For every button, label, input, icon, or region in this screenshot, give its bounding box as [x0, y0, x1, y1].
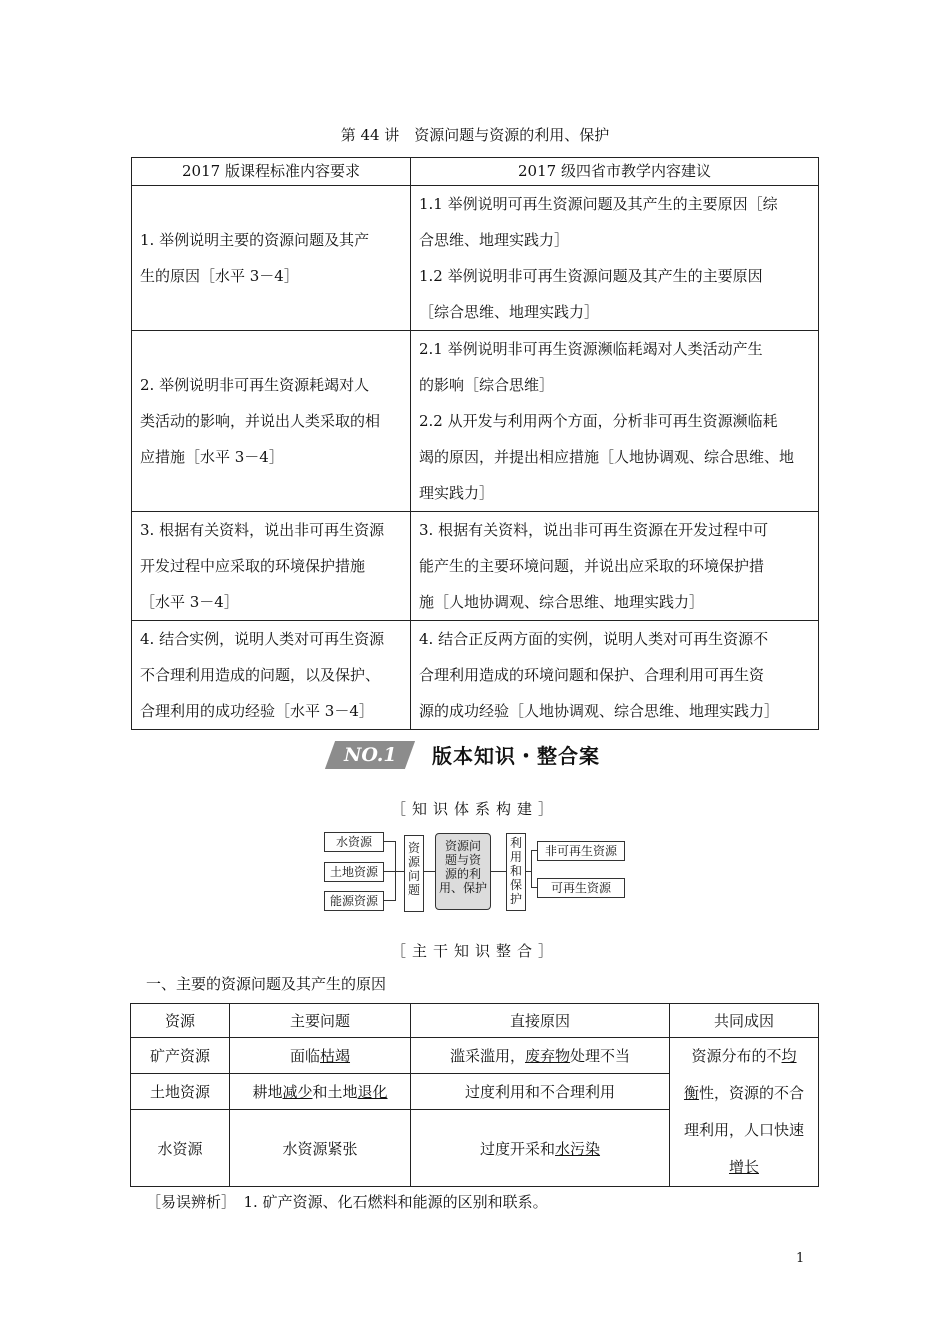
table-row — [131, 1038, 819, 1074]
table-header-row — [132, 158, 819, 186]
table-row — [132, 331, 819, 512]
diagram-box-energy: 能源资源 — [324, 891, 384, 911]
section-heading-knowledge: ［主干知识整合］ — [390, 942, 559, 960]
table-header: 资源 — [131, 1004, 230, 1038]
table-cell: 4. 结合正反两方面的实例，说明人类对可再生资源不 合理利用造成的环境问题和保护、合理利用可再生资 源的成功经验［人地协调观、综合思维、地理实践力］ — [411, 621, 819, 730]
table-header: 共同成因 — [670, 1004, 819, 1038]
table-cell: 面临枯竭 — [230, 1038, 411, 1074]
diagram-box-renewable: 可再生资源 — [537, 878, 625, 898]
table-cell: 1. 举例说明主要的资源问题及其产 生的原因［水平 3－4］ — [132, 186, 411, 331]
table-cell: 水资源紧张 — [230, 1110, 411, 1187]
table-cell: 1.1 举例说明可再生资源问题及其产生的主要原因［综 合思维、地理实践力］ 1.2 举例说明非可再生资源问题及其产生的主要原因 ［综合思维、地理实践力］ — [411, 186, 819, 331]
banner-text: 版本知识・整合案 — [432, 744, 600, 768]
table-cell: 3. 根据有关资料，说出非可再生资源在开发过程中可 能产生的主要环境问题，并说出应采取的环境保护措 施［人地协调观、综合思维、地理实践力］ — [411, 512, 819, 621]
subheading: 一、主要的资源问题及其产生的原因 — [146, 975, 387, 993]
problems-table — [130, 1003, 819, 1187]
diagram-box-resource-problems: 资 源 问 题 — [404, 835, 424, 912]
table-cell: 4. 结合实例，说明人类对可再生资源 不合理利用造成的问题，以及保护、 合理利用的成功经验［水平 3－4］ — [132, 621, 411, 730]
diagram-box-use-protect: 利 用 和 保 护 — [506, 833, 526, 911]
table-cell: 2. 举例说明非可再生资源耗竭对人 类活动的影响，并说出人类采取的相 应措施［水平 3－4］ — [132, 331, 411, 512]
banner-tag: NO.1 — [325, 741, 415, 769]
diagram-box-nonrenewable: 非可再生资源 — [537, 841, 625, 861]
table-cell: 矿产资源 — [131, 1038, 230, 1074]
table-header: 2017 版课程标准内容要求 — [132, 158, 411, 186]
table-cell-common-cause: 资源分布的不均 衡性，资源的不合 理利用，人口快速 增长 — [670, 1038, 819, 1187]
page-title: 第 44 讲 资源问题与资源的利用、保护 — [340, 126, 610, 144]
page-number: 1 — [796, 1251, 805, 1266]
table-cell: 过度开采和水污染 — [411, 1110, 670, 1187]
section-heading-framework: ［知识体系构建］ — [390, 800, 559, 818]
diagram-box-center: 资源问 题与资 源的利 用、保护 — [435, 833, 491, 910]
table-cell: 过度利用和不合理利用 — [411, 1074, 670, 1110]
table-row — [132, 186, 819, 331]
standards-table — [131, 157, 819, 730]
table-header: 主要问题 — [230, 1004, 411, 1038]
table-row — [132, 621, 819, 730]
table-row — [132, 512, 819, 621]
table-header: 2017 级四省市教学内容建议 — [411, 158, 819, 186]
table-header: 直接原因 — [411, 1004, 670, 1038]
table-cell: 土地资源 — [131, 1074, 230, 1110]
table-cell: 水资源 — [131, 1110, 230, 1187]
table-header-row — [131, 1004, 819, 1038]
table-cell: 滥采滥用，废弃物处理不当 — [411, 1038, 670, 1074]
table-cell: 3. 根据有关资料，说出非可再生资源 开发过程中应采取的环境保护措施 ［水平 3－4］ — [132, 512, 411, 621]
error-analysis-note: ［易误辨析］ 1. 矿产资源、化石燃料和能源的区别和联系。 — [146, 1193, 548, 1211]
diagram-box-land: 土地资源 — [324, 862, 384, 882]
table-cell: 耕地减少和土地退化 — [230, 1074, 411, 1110]
diagram-box-water: 水资源 — [324, 832, 384, 852]
table-cell: 2.1 举例说明非可再生资源濒临耗竭对人类活动产生 的影响［综合思维］ 2.2 从开发与利用两个方面，分析非可再生资源濒临耗 竭的原因，并提出相应措施［人地协调观、综合思维、地 理实践力］ — [411, 331, 819, 512]
